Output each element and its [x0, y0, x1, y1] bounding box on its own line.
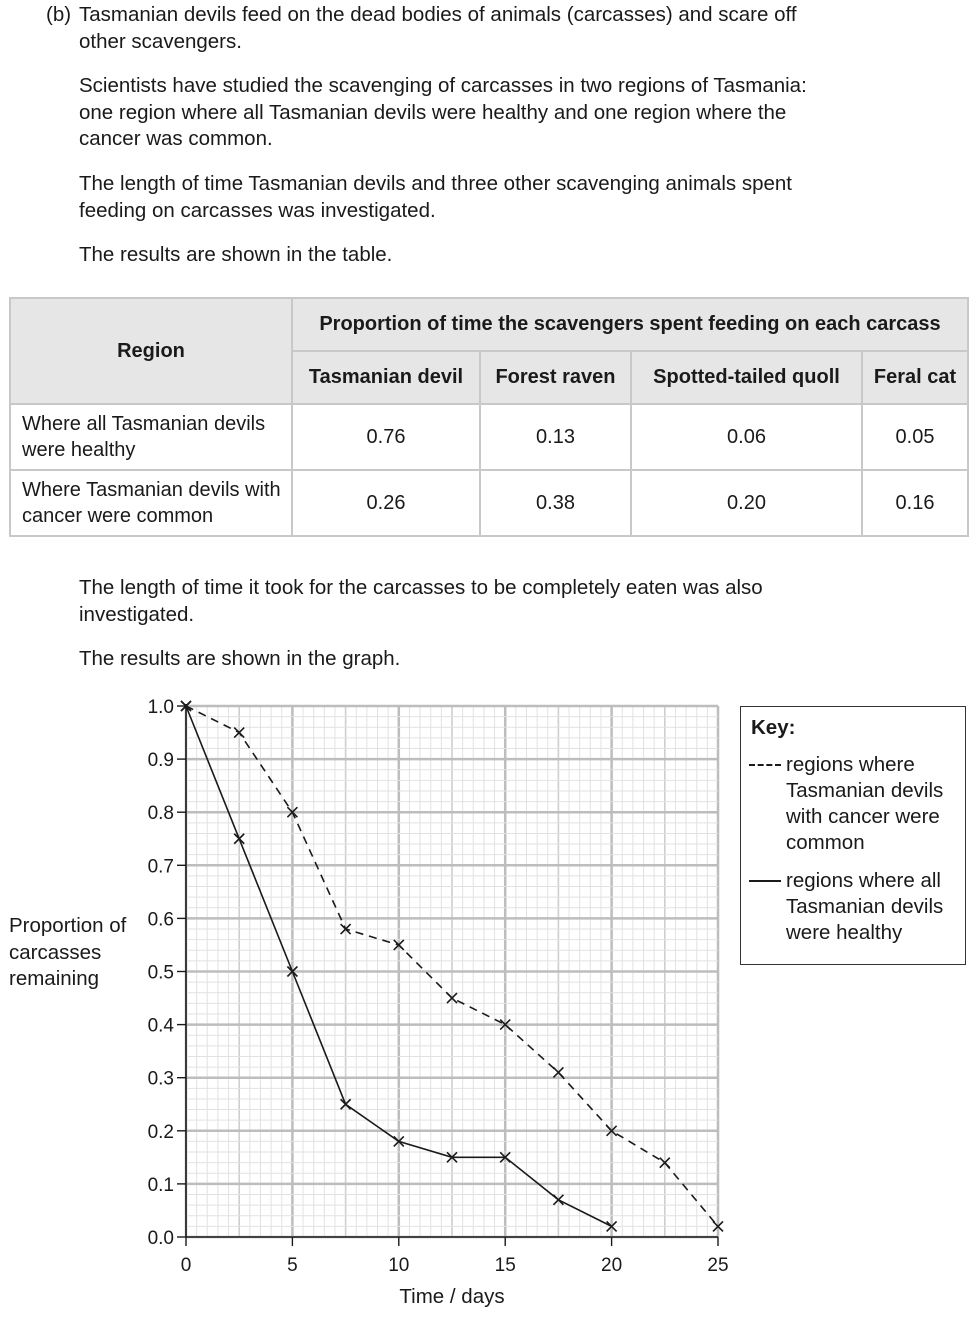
- table-cell: 0.38: [480, 470, 631, 536]
- table-cell: 0.16: [862, 470, 968, 536]
- table-row: [10, 470, 968, 536]
- x-tick-label: 10: [388, 1255, 410, 1276]
- table-row: [10, 404, 968, 470]
- x-axis-label: Time / days: [399, 1285, 505, 1308]
- x-tick-label: 0: [180, 1255, 192, 1276]
- y-tick-label: 0.6: [147, 909, 174, 931]
- table-cell: 0.26: [292, 470, 480, 536]
- graph-results-text: The results are shown in the graph.: [79, 647, 401, 670]
- table-row-region: Where all Tasmanian devils were healthy: [10, 404, 292, 470]
- y-tick-label: 0.8: [147, 803, 174, 825]
- y-tick-label: 1.0: [147, 697, 174, 718]
- graph-intro-text: The length of time it took for the carcasses to be completely eaten was also investigated.: [79, 576, 763, 626]
- y-tick-label: 0.4: [147, 1015, 174, 1037]
- graph-key: [740, 706, 966, 965]
- table-intro-text: The results are shown in the table.: [79, 243, 393, 266]
- table-header-raven: Forest raven: [480, 351, 631, 404]
- table-header-cat: Feral cat: [862, 351, 968, 404]
- study-text: Scientists have studied the scavenging of carcasses in two regions of Tasmania: one region where all Tasmanian devils were healthy and one region where the cancer was common.: [79, 74, 807, 150]
- y-tick-label: 0.0: [147, 1228, 174, 1249]
- y-tick-label: 0.3: [147, 1068, 174, 1090]
- table-cell: 0.13: [480, 404, 631, 470]
- table-cell: 0.06: [631, 404, 862, 470]
- solid-line-icon: [749, 880, 781, 882]
- table-row-region: Where Tasmanian devils with cancer were common: [10, 470, 292, 536]
- y-tick-label: 0.9: [147, 750, 174, 772]
- y-axis-label: Proportion of carcasses remaining: [9, 914, 127, 990]
- table-cell: 0.76: [292, 404, 480, 470]
- y-tick-label: 0.5: [147, 962, 174, 984]
- results-table: [9, 297, 969, 537]
- key-title: Key:: [751, 716, 796, 739]
- table-header-region: Region: [10, 298, 292, 404]
- key-dashed-label: regions where Tasmanian devils with cancer were common: [786, 753, 944, 854]
- key-solid-label: regions where all Tasmanian devils were healthy: [786, 869, 944, 944]
- y-tick-label: 0.2: [147, 1121, 174, 1143]
- y-tick-label: 0.1: [147, 1174, 174, 1196]
- table-cell: 0.05: [862, 404, 968, 470]
- x-tick-label: 5: [287, 1255, 298, 1276]
- intro-text: Tasmanian devils feed on the dead bodies of animals (carcasses) and scare off other scavengers.: [79, 3, 797, 53]
- table-header-devil: Tasmanian devil: [292, 351, 480, 404]
- y-tick-label: 0.7: [147, 856, 174, 878]
- question-label: (b): [46, 3, 72, 26]
- x-tick-label: 25: [707, 1255, 729, 1276]
- x-tick-label: 20: [601, 1255, 623, 1276]
- table-cell: 0.20: [631, 470, 862, 536]
- investigation-text: The length of time Tasmanian devils and three other scavenging animals spent feeding on carcasses was investigated.: [79, 172, 792, 222]
- table-header-proportion: Proportion of time the scavengers spent feeding on each carcass: [292, 298, 968, 351]
- dashed-line-icon: [749, 764, 781, 766]
- x-tick-label: 15: [494, 1255, 516, 1276]
- table-header-quoll: Spotted-tailed quoll: [631, 351, 862, 404]
